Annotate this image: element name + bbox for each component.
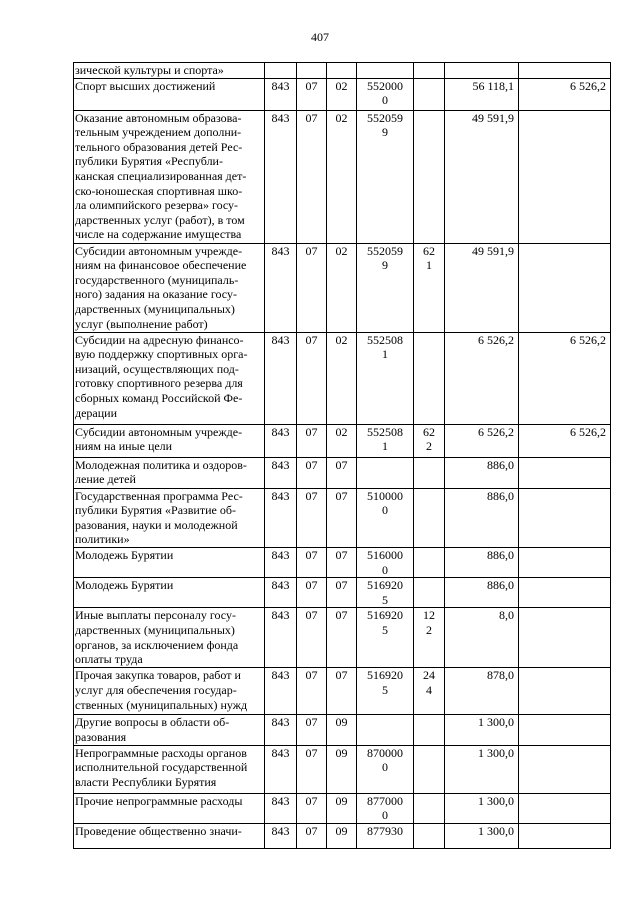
cell-csr: 516920 5 xyxy=(357,608,414,668)
cell-sum1: 1 300,0 xyxy=(445,793,519,823)
cell-csr: 552000 0 xyxy=(357,78,414,110)
table-row xyxy=(74,488,611,547)
cell-sum1: 6 526,2 xyxy=(445,424,519,457)
table-row xyxy=(74,823,611,848)
cell-rz: 07 xyxy=(297,332,327,424)
cell-pr: 02 xyxy=(327,243,357,332)
cell-sum2 xyxy=(519,745,611,793)
cell-sum1: 886,0 xyxy=(445,488,519,547)
table-row xyxy=(74,110,611,243)
cell-csr: 552508 1 xyxy=(357,332,414,424)
cell-name: Другие вопросы в области об- разования xyxy=(74,715,265,745)
cell-pr: 09 xyxy=(327,715,357,745)
cell-sum1: 886,0 xyxy=(445,547,519,577)
cell-vr: 62 1 xyxy=(414,243,445,332)
cell-name: Молодежь Бурятии xyxy=(74,578,265,608)
cell-pr xyxy=(327,63,357,79)
cell-sum1: 1 300,0 xyxy=(445,745,519,793)
cell-sum1: 6 526,2 xyxy=(445,332,519,424)
cell-name: Молодежь Бурятии xyxy=(74,547,265,577)
cell-grbs: 843 xyxy=(265,243,297,332)
cell-sum2 xyxy=(519,110,611,243)
cell-csr xyxy=(357,457,414,488)
budget-table xyxy=(73,62,611,849)
cell-grbs: 843 xyxy=(265,110,297,243)
cell-name: Прочие непрограммные расходы xyxy=(74,793,265,823)
table-row xyxy=(74,715,611,745)
table-row xyxy=(74,243,611,332)
cell-sum2 xyxy=(519,578,611,608)
cell-sum1: 1 300,0 xyxy=(445,715,519,745)
cell-grbs xyxy=(265,63,297,79)
cell-csr: 552508 1 xyxy=(357,424,414,457)
cell-rz: 07 xyxy=(297,424,327,457)
cell-rz: 07 xyxy=(297,488,327,547)
cell-sum2: 6 526,2 xyxy=(519,332,611,424)
cell-rz: 07 xyxy=(297,547,327,577)
cell-sum1: 56 118,1 xyxy=(445,78,519,110)
cell-sum2 xyxy=(519,793,611,823)
cell-pr: 07 xyxy=(327,578,357,608)
cell-sum1: 886,0 xyxy=(445,457,519,488)
cell-name: Иные выплаты персоналу госу- дарственных (муниципальных) органов, за исключением фонда оплаты труда xyxy=(74,608,265,668)
table-row xyxy=(74,608,611,668)
cell-vr: 24 4 xyxy=(414,668,445,715)
cell-pr: 02 xyxy=(327,78,357,110)
cell-rz: 07 xyxy=(297,668,327,715)
cell-vr xyxy=(414,793,445,823)
cell-grbs: 843 xyxy=(265,547,297,577)
cell-grbs: 843 xyxy=(265,332,297,424)
cell-rz: 07 xyxy=(297,715,327,745)
cell-rz: 07 xyxy=(297,823,327,848)
cell-grbs: 843 xyxy=(265,715,297,745)
cell-rz: 07 xyxy=(297,745,327,793)
cell-pr: 07 xyxy=(327,608,357,668)
cell-sum2 xyxy=(519,63,611,79)
cell-pr: 07 xyxy=(327,457,357,488)
cell-name: Спорт высших достижений xyxy=(74,78,265,110)
cell-vr: 12 2 xyxy=(414,608,445,668)
cell-name: Проведение общественно значи- xyxy=(74,823,265,848)
cell-csr: 877000 0 xyxy=(357,793,414,823)
cell-name: Прочая закупка товаров, работ и услуг для обеспечения государ- ственных (муниципальных) нужд xyxy=(74,668,265,715)
table-row xyxy=(74,332,611,424)
cell-name: Молодежная политика и оздоров- ление детей xyxy=(74,457,265,488)
cell-grbs: 843 xyxy=(265,668,297,715)
cell-grbs: 843 xyxy=(265,457,297,488)
cell-pr: 07 xyxy=(327,547,357,577)
cell-sum1 xyxy=(445,63,519,79)
cell-vr xyxy=(414,63,445,79)
cell-pr: 02 xyxy=(327,332,357,424)
cell-grbs: 843 xyxy=(265,745,297,793)
cell-sum2: 6 526,2 xyxy=(519,424,611,457)
cell-rz: 07 xyxy=(297,608,327,668)
cell-vr xyxy=(414,578,445,608)
cell-sum2 xyxy=(519,668,611,715)
table-row xyxy=(74,793,611,823)
table-row xyxy=(74,547,611,577)
cell-pr: 02 xyxy=(327,424,357,457)
cell-pr: 07 xyxy=(327,668,357,715)
table-row xyxy=(74,78,611,110)
cell-grbs: 843 xyxy=(265,578,297,608)
cell-vr xyxy=(414,332,445,424)
cell-grbs: 843 xyxy=(265,488,297,547)
cell-csr: 870000 0 xyxy=(357,745,414,793)
cell-name: Субсидии на адресную финансо- вую поддержку спортивных орга- низаций, осуществляющих под- готовку спортивного резерва для сборных команд Российской Фе- дерации xyxy=(74,332,265,424)
cell-vr xyxy=(414,488,445,547)
cell-csr: 877930 xyxy=(357,823,414,848)
cell-sum2 xyxy=(519,608,611,668)
cell-sum1: 878,0 xyxy=(445,668,519,715)
cell-sum2: 6 526,2 xyxy=(519,78,611,110)
cell-csr: 516920 5 xyxy=(357,578,414,608)
cell-name: Субсидии автономным учрежде- ниям на финансовое обеспечение государственного (муниципаль- ного) задания на оказание госу- дарственных (муниципальных) услуг (выполнение работ) xyxy=(74,243,265,332)
table-row xyxy=(74,424,611,457)
table-row xyxy=(74,668,611,715)
cell-sum2 xyxy=(519,715,611,745)
cell-rz: 07 xyxy=(297,793,327,823)
cell-rz: 07 xyxy=(297,457,327,488)
table-row xyxy=(74,578,611,608)
cell-sum2 xyxy=(519,457,611,488)
cell-csr xyxy=(357,715,414,745)
cell-pr: 02 xyxy=(327,110,357,243)
cell-csr: 516000 0 xyxy=(357,547,414,577)
cell-rz xyxy=(297,63,327,79)
cell-sum2 xyxy=(519,243,611,332)
cell-grbs: 843 xyxy=(265,608,297,668)
cell-sum1: 49 591,9 xyxy=(445,110,519,243)
cell-sum1: 8,0 xyxy=(445,608,519,668)
table-row xyxy=(74,63,611,79)
cell-grbs: 843 xyxy=(265,424,297,457)
cell-grbs: 843 xyxy=(265,78,297,110)
cell-vr xyxy=(414,715,445,745)
cell-sum1: 1 300,0 xyxy=(445,823,519,848)
cell-vr xyxy=(414,78,445,110)
cell-csr: 552059 9 xyxy=(357,243,414,332)
cell-csr: 552059 9 xyxy=(357,110,414,243)
cell-pr: 09 xyxy=(327,823,357,848)
cell-vr xyxy=(414,547,445,577)
cell-rz: 07 xyxy=(297,243,327,332)
cell-vr xyxy=(414,745,445,793)
cell-sum2 xyxy=(519,547,611,577)
cell-grbs: 843 xyxy=(265,823,297,848)
cell-sum1: 886,0 xyxy=(445,578,519,608)
cell-grbs: 843 xyxy=(265,793,297,823)
cell-pr: 09 xyxy=(327,745,357,793)
cell-name: зической культуры и спорта» xyxy=(74,63,265,79)
cell-vr xyxy=(414,457,445,488)
cell-rz: 07 xyxy=(297,110,327,243)
cell-name: Субсидии автономным учрежде- ниям на иные цели xyxy=(74,424,265,457)
cell-name: Оказание автономным образова- тельным учреждением дополни- тельного образования детей Рес- публики Бурятия «Республи- канская специализированная дет- ско-юношеская спортивная шко- ла олимпийского резерва» госу- дарственных услуг (работ), в том числе на содержание имущества xyxy=(74,110,265,243)
cell-name: Непрограммные расходы органов исполнительной государственной власти Республики Бурятия xyxy=(74,745,265,793)
cell-rz: 07 xyxy=(297,578,327,608)
cell-pr: 09 xyxy=(327,793,357,823)
cell-vr xyxy=(414,110,445,243)
cell-sum2 xyxy=(519,488,611,547)
page-number: 407 xyxy=(311,30,329,44)
table-row xyxy=(74,745,611,793)
cell-sum1: 49 591,9 xyxy=(445,243,519,332)
cell-vr: 62 2 xyxy=(414,424,445,457)
cell-csr: 510000 0 xyxy=(357,488,414,547)
cell-csr xyxy=(357,63,414,79)
cell-rz: 07 xyxy=(297,78,327,110)
cell-csr: 516920 5 xyxy=(357,668,414,715)
table-row xyxy=(74,457,611,488)
cell-pr: 07 xyxy=(327,488,357,547)
cell-vr xyxy=(414,823,445,848)
cell-sum2 xyxy=(519,823,611,848)
cell-name: Государственная программа Рес- публики Бурятия «Развитие об- разования, науки и молодежной политики» xyxy=(74,488,265,547)
